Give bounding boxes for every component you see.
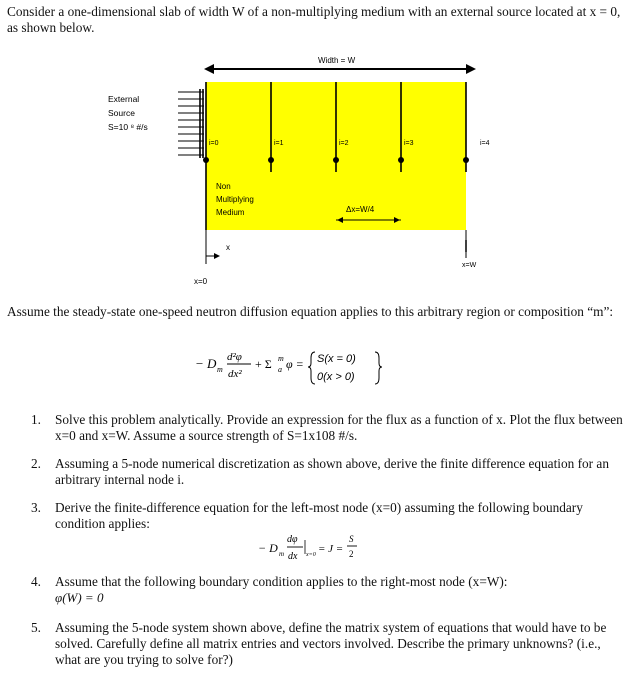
svg-text:− D: − D [258,541,278,555]
svg-text:+ Σ: + Σ [255,357,272,371]
svg-text:dx: dx [288,551,298,562]
svg-text:m: m [278,354,284,363]
item-text: Derive the finite-difference equation for the left-most node (x=0) assuming the following boundary condition applies: [55,500,583,531]
item-number: 1. [31,412,41,427]
node-label-3: i=3 [404,140,414,147]
slab-figure [0,52,641,292]
assume-paragraph: Assume the steady-state one-speed neutron diffusion equation applies to this arbitrary region or composition “m”: [7,304,614,319]
boundary-condition-left [258,530,378,570]
width-arrow-right-head [466,64,476,74]
svg-text:dφ: dφ [287,534,298,545]
node-label-4: i=4 [480,140,490,147]
item-number: 3. [31,500,41,515]
diffusion-equation [195,340,425,392]
width-label: Width = W [318,56,356,65]
x-axis-arrow-head [214,253,220,259]
node-label-0: i=0 [209,140,219,147]
item-number: 2. [31,456,41,471]
x0-label: x=0 [194,277,208,286]
svg-text:0(x > 0): 0(x > 0) [317,371,355,383]
svg-text:2: 2 [349,549,354,559]
xw-label: x=W [462,262,477,269]
medium-label-line2: Multiplying [216,195,254,204]
boundary-condition-right: φ(W) = 0 [55,590,104,605]
svg-text:m: m [217,365,223,374]
dx-label: Δx=W/4 [346,205,375,214]
medium-label-line3: Medium [216,208,245,217]
item-number: 4. [31,574,41,589]
item-text: Assuming a 5-node numerical discretization as shown above, derive the finite difference equation for an arbitrary internal node i. [55,456,609,487]
svg-text:m: m [279,550,285,558]
source-label-line3: S=10 ⁸ #/s [108,122,148,132]
svg-text:dx²: dx² [228,368,242,380]
item-text: Assume that the following boundary condition applies to the right-most node (x=W): [55,574,508,589]
svg-text:− D: − D [195,356,217,371]
medium-label-line1: Non [216,182,231,191]
source-label-line1: External [108,94,140,104]
svg-text:φ =: φ = [286,357,304,371]
x-axis-label: x [226,243,230,252]
intro-paragraph: Consider a one-dimensional slab of width W of a non-multiplying medium with an external source located at x = 0, as shown below. [7,4,621,35]
width-arrow-left-head [204,64,214,74]
svg-text:x=0: x=0 [306,552,316,558]
svg-text:a: a [278,365,282,374]
node-label-1: i=1 [274,140,284,147]
svg-text:= J =: = J = [318,543,344,555]
svg-text:S(x = 0): S(x = 0) [317,353,356,365]
item-number: 5. [31,620,41,635]
svg-text:S: S [349,534,354,544]
svg-text:d²φ: d²φ [227,351,242,363]
node-label-2: i=2 [339,140,349,147]
source-label-line2: Source [108,108,135,118]
item-text: Assuming the 5-node system shown above, define the matrix system of equations that would have to be solved. Carefully define all matrix entries and vectors involved. Describe the primary unknowns? (i.e., what are you trying to solve for?) [55,620,607,667]
item-text: Solve this problem analytically. Provide an expression for the flux as a function of x. Plot the flux between x=0 and x=W. Assume a source strength of S=1x108 #/s. [55,412,623,443]
